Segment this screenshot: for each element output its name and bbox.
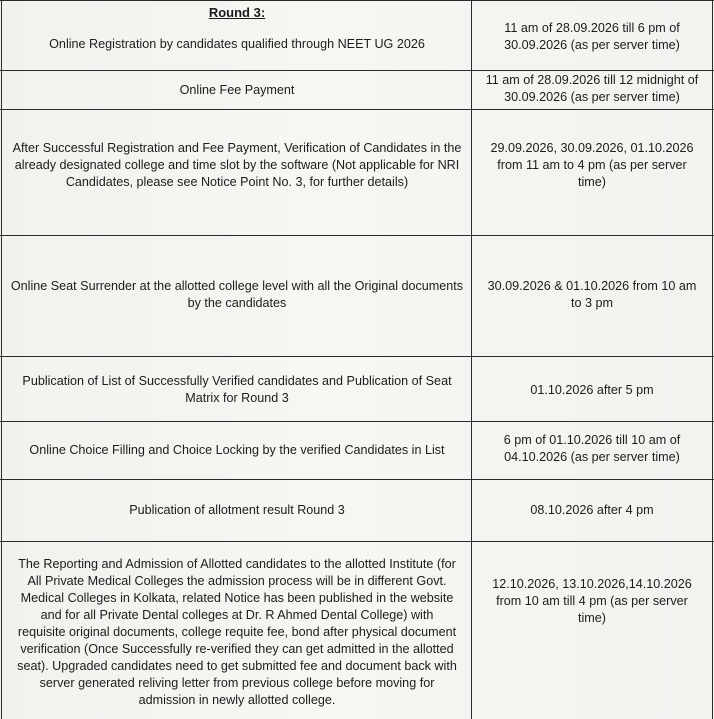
- timing-text: 6 pm of 01.10.2026 till 10 am of 04.10.2026 (as per server time): [503, 433, 681, 464]
- timing-text: 30.09.2026 & 01.10.2026 from 10 am to 3 pm: [487, 279, 697, 310]
- activity-cell: [4, 270, 470, 320]
- row-divider: [0, 0, 714, 1]
- timing-text: 11 am of 28.09.2026 till 6 pm of 30.09.2026 (as per server time): [504, 21, 680, 52]
- timing-text: 08.10.2026 after 4 pm: [530, 502, 654, 517]
- activity-text: Publication of allotment result Round 3: [129, 502, 345, 517]
- row-divider: [0, 109, 714, 110]
- timing-cell: [474, 479, 710, 541]
- timing-text: 01.10.2026 after 5 pm: [530, 382, 654, 397]
- timing-text: 11 am of 28.09.2026 till 12 midnight of 30.09.2026 (as per server time): [485, 72, 699, 104]
- activity-text: Online Fee Payment: [179, 83, 295, 97]
- row-divider: [0, 541, 714, 542]
- timing-cell: [474, 576, 710, 632]
- timing-text: 12.10.2026, 13.10.2026,14.10.2026 from 10 am till 4 pm (as per server time): [492, 577, 692, 625]
- activity-cell: [4, 556, 470, 716]
- activity-text: Online Registration by candidates qualified through NEET UG 2026: [49, 37, 425, 51]
- timing-cell: [474, 362, 710, 418]
- activity-text: The Reporting and Admission of Allotted candidates to the allotted Institute (for All Private Medical Colleges the admission process will be in different Govt. Medical Colleges in Kolkata, related Notice has been published in the website and for all Private Dental colleges at Dr. R Ahmed Dental College) with requisite original documents, college requite fee, bond after physical document verification (Once Successfully re-verified they can get admitted in the allotted seat). Upgraded candidates need to get submitted fee and document back with server generated reliving letter from previous college before moving for admission in newly allotted college.: [17, 557, 457, 707]
- activity-cell: [4, 72, 470, 109]
- round-heading: Round 3:: [208, 5, 266, 20]
- activity-cell: [4, 421, 470, 479]
- activity-cell: [4, 140, 470, 198]
- row-divider: [0, 235, 714, 236]
- timing-cell: [474, 14, 710, 60]
- timing-cell: [474, 70, 710, 107]
- activity-cell: [4, 362, 470, 418]
- activity-cell: [4, 4, 470, 70]
- row-divider: [0, 356, 714, 357]
- activity-text: Online Choice Filling and Choice Locking by the verified Candidates in List: [29, 442, 445, 457]
- timing-text: 29.09.2026, 30.09.2026, 01.10.2026 from 11 am to 4 pm (as per server time): [490, 141, 694, 189]
- activity-text: After Successful Registration and Fee Payment, Verification of Candidates in the already designated college and time slot by the software (Not applicable for NRI Candidates, please see Notice Point No. 3, for further details): [12, 141, 462, 189]
- column-divider: [471, 0, 472, 719]
- timing-cell: [474, 421, 710, 477]
- activity-cell: [4, 479, 470, 541]
- activity-text: Online Seat Surrender at the allotted college level with all the Original documents by the candidates: [10, 279, 464, 310]
- activity-text: Publication of List of Successfully Verified candidates and Publication of Seat Matrix for Round 3: [22, 374, 452, 405]
- timing-cell: [474, 270, 710, 320]
- table-border-left: [1, 0, 2, 719]
- timing-cell: [474, 140, 710, 198]
- table-border-right: [712, 0, 713, 719]
